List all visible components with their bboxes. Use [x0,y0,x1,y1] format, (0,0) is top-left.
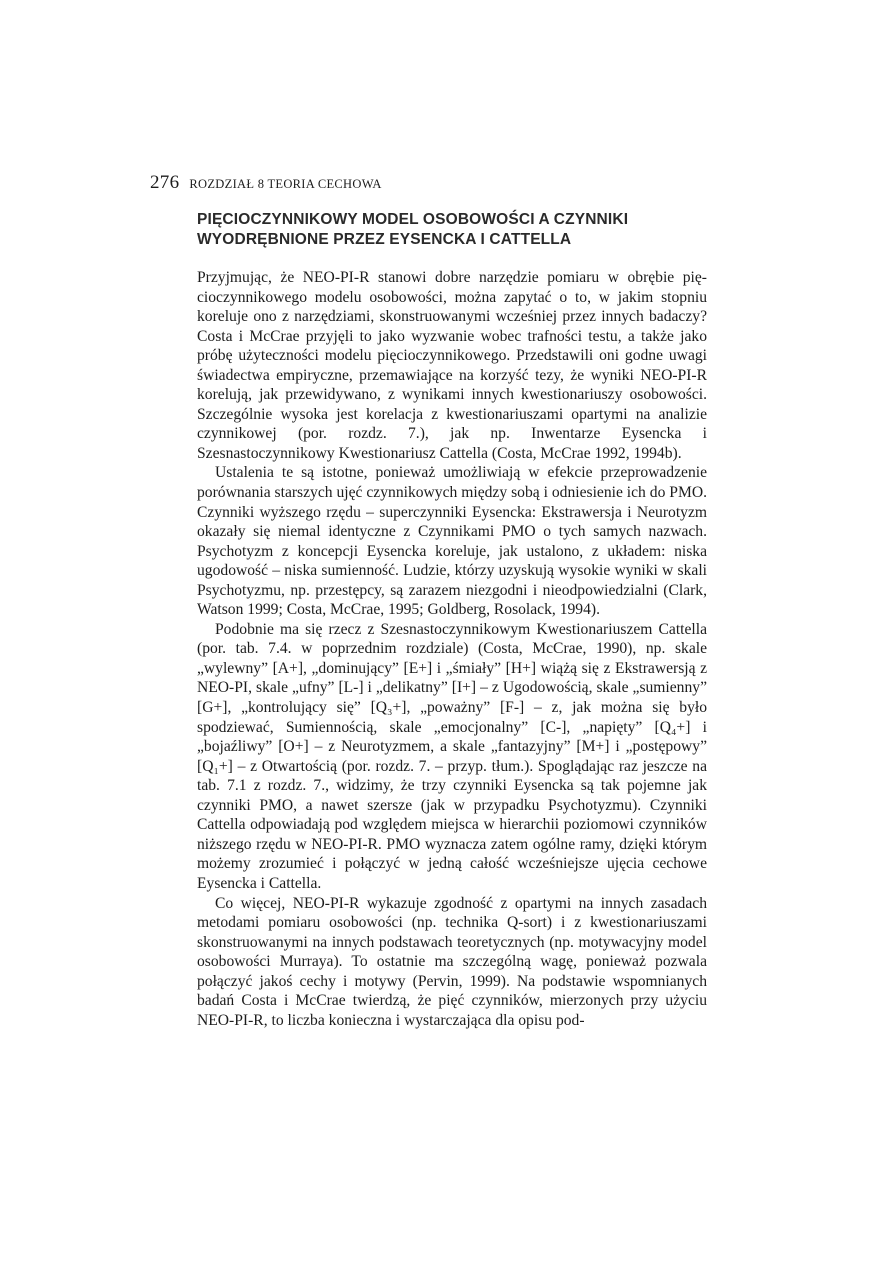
page-header [150,172,382,194]
paragraph-2: Ustalenia te są istotne, ponieważ umożliwiają w efekcie przeprowadzenie porównania starszych ujęć czynnikowych między sobą i odniesienie ich do PMO. Czynniki wyższego rzędu – superczynniki Eysencka: Ekstrawersja i Neurotyzm okazały się niemal identyczne z Czynnikami PMO o tych samych nazwach. Psychotyzm z koncepcji Eysencka koreluje, jak ustalono, z układem: niska ugodowość – niska sumienność. Ludzie, którzy uzyskują wysokie wyniki w skali Psychotyzmu, np. przestępcy, są zarazem niezgodni i nieodpowiedzialni (Clark, Watson 1999; Costa, McCrae, 1995; Goldberg, Rosolack, 1994). [197,464,707,619]
paragraph-4: Co więcej, NEO-PI-R wykazuje zgodność z opartymi na innych zasadach metodami pomiaru osobowości (np. technika Q-sort) i z kwestionariuszami skonstruowanymi na innych podstawach teoretycznych (np. motywacyjny model osobowości Murraya). To ostatnie ma szczególną wagę, ponieważ pozwala połączyć jakoś cechy i motywy (Pervin, 1999). Na podstawie wspomnianych badań Costa i McCrae twierdzą, że pięć czynników, mierzonych przy użyciu NEO-PI-R, to liczba konieczna i wystarczająca dla opisu pod- [197,894,707,1029]
body-text [197,268,707,1030]
running-head: ROZDZIAŁ 8 TEORIA CECHOWA [189,177,382,191]
section-title: PIĘCIOCZYNNIKOWY MODEL OSOBOWOŚCI A CZYNNIKI WYODRĘBNIONE PRZEZ EYSENCKA I CATTELLA [197,211,629,248]
paragraph-1: Przyjmując, że NEO-PI-R stanowi dobre narzędzie pomiaru w obrębie pięcioczynnikowego modelu osobowości, można zapytać o to, w jakim stopniu koreluje ono z narzędziami, skonstruowanymi wcześniej przez innych badaczy? Costa i McCrae przyjęli to jako wyzwanie wobec trafności testu, a także jako próbę użyteczności modelu pięcioczynnikowego. Przedstawili oni godne uwagi świadectwa empiryczne, przemawiające na korzyść tezy, że wyniki NEO-PI-R korelują, jak przewidywano, z wynikami innych kwestionariuszy osobowości. Szczególnie wysoka jest korelacja z kwestionariuszami opartymi na analizie czynnikowej (por. rozdz. 7.), jak np. Inwentarze Eysencka i Szesnastoczynnikowy Kwestionariusz Cattella (Costa, McCrae 1992, 1994b). [197,269,707,462]
page-number: 276 [150,172,180,193]
paragraph-3: Podobnie ma się rzecz z Szesnastoczynnikowym Kwestionariuszem Cattella (por. tab. 7.4. w poprzednim rozdziale) (Costa, McCrae, 1990), np. skale „wylewny” [A+], „dominujący” [E+] i „śmiały” [H+] wiążą się z Ekstrawersją z NEO-PI, skale „ufny” [L-] i „delikatny” [I+] – z Ugodowością, skale „sumienny” [G+], „kontrolujący się” [Q₃+], „poważny” [F-] – z, jak można się było spodziewać, Sumiennością, skale „emocjonalny” [C-], „napięty” [Q₄+] i „bojaźliwy” [O+] – z Neurotyzmem, a skale „fantazyjny” [M+] i „postępowy” [Q₁+] – z Otwartością (por. rozdz. 7. – przyp. tłum.). Spoglądając raz jeszcze na tab. 7.1 z rozdz. 7., widzimy, że trzy czynniki Eysencka są tak pojemne jak czynniki PMO, a nawet szersze (jak w przypadku Psychotyzmu). Czynniki Cattella odpowiadają pod względem miejsca w hierarchii poziomowi czynników niższego rzędu w NEO-PI-R. PMO wyznacza zatem ogólne ramy, dzięki którym możemy zrozumieć i połączyć w jedną całość wcześniejsze ujęcia cechowe Eysencka i Cattella. [197,620,707,892]
